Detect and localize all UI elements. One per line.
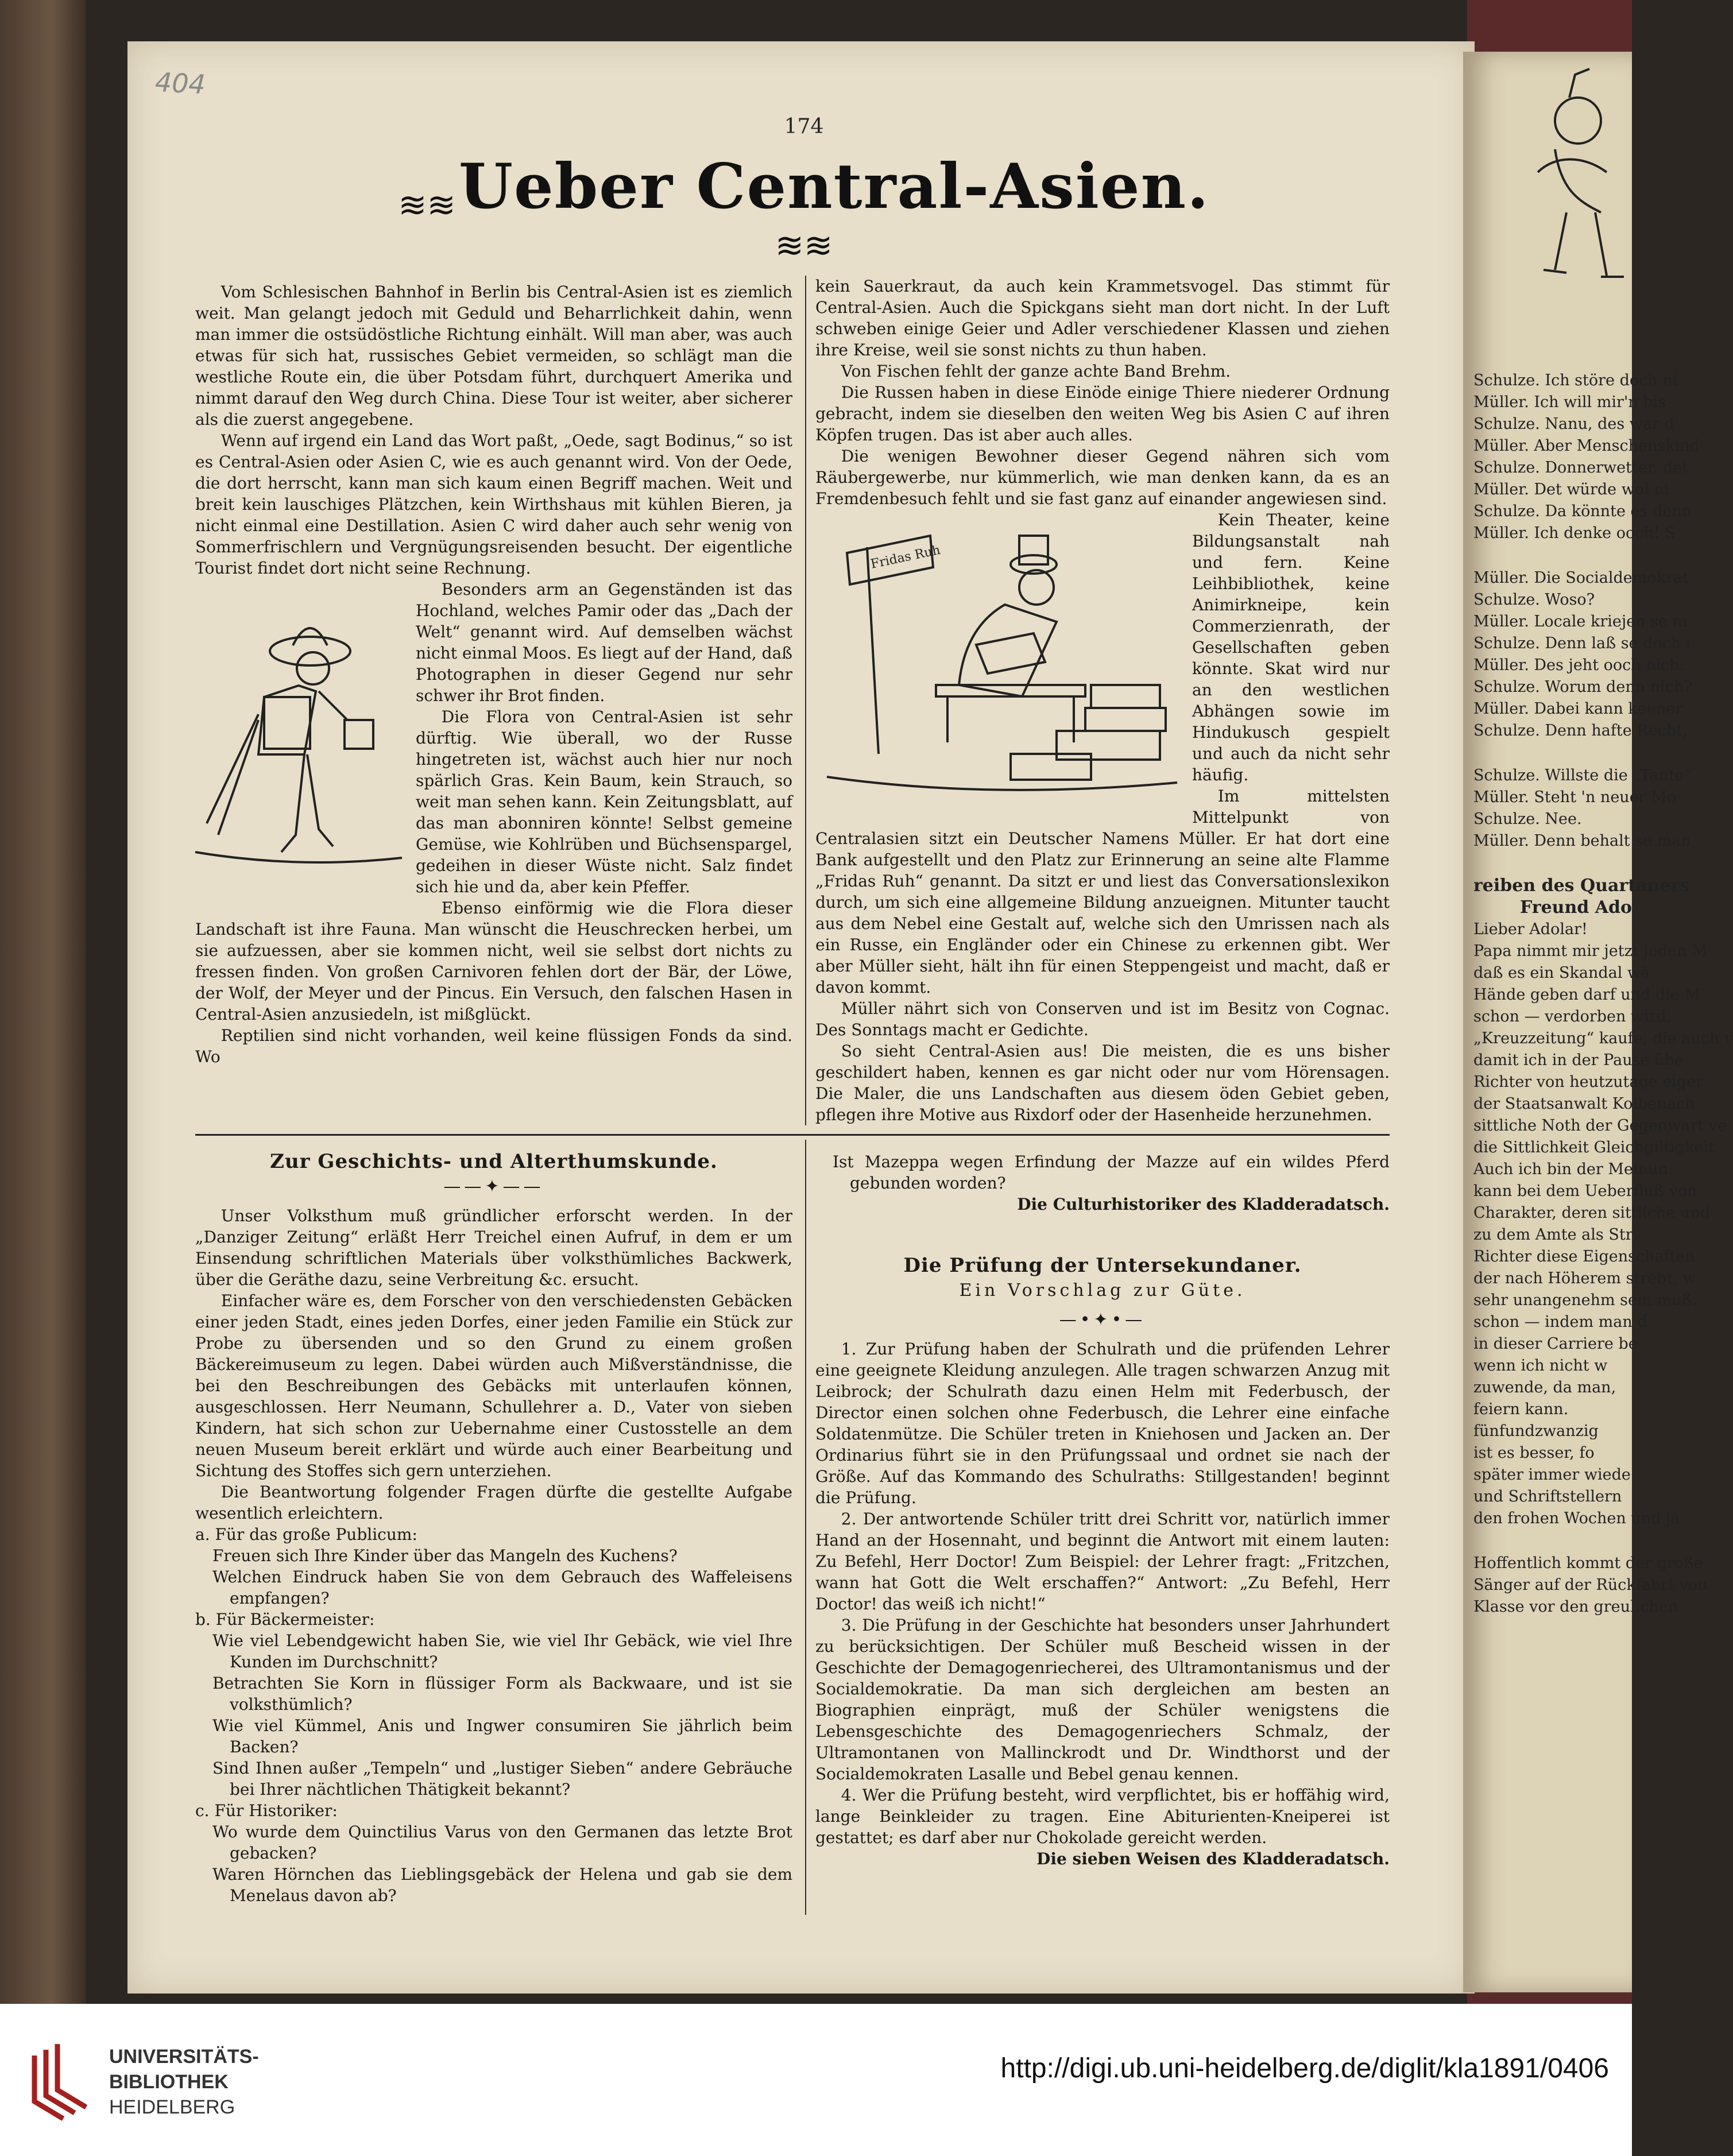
question-item: Sind Ihnen außer „Tempeln“ und „lustiger Sieben“ andere Gebräuche bei Ihrer nächtlichen Thätigkeit bekannt? xyxy=(212,1759,792,1799)
ornament-left-icon: ≋≋ xyxy=(398,185,456,226)
exam-item: 3. Die Prüfung in der Geschichte hat besonders unser Jahrhundert zu berücksichtigen. Der Schüler muß Bescheid wissen in der Geschichte der Demagogenriecherei, des Ultramontanismus und der Socialdemokratie. Da man sich dergleichen am besten an Biographien einprägt, muß der Schüler wenigstens die Lebensgeschichte des Demagogenriechers Schmalz, der Ultramontanen von Mallinckrodt und Dr. Windthorst und der Socialdemokraten Lasalle und Bebel genau kennen. xyxy=(815,1616,1390,1783)
right-page-fragment xyxy=(1463,52,1733,1992)
exam-item: 2. Der antwortende Schüler tritt drei Schritt vor, natürlich immer Hand an der Hosennaht, und beginnt die Antwort mit einem lauten: Zu Befehl, Herr Doctor! Zum Beispiel: der Lehrer fragt: „Fritzchen, wann hat Gott die Welt erschaffen?“ Antwort: „Zu Befehl, Herr Doctor! das weiß ich nicht!“ xyxy=(815,1509,1390,1613)
section-history-paragraph: Unser Volksthum muß gründlicher erforscht werden. In der „Danziger Zeitung“ erläßt Herr Treichel einen Aufruf, in dem er um Einsendung schriftlichen Materials über volksthümliches Backwerk, über die Geräthe dazu, seine Verbreitung &c. ersucht. xyxy=(195,1206,792,1289)
dialogue-block-b xyxy=(1463,567,1692,742)
article-paragraph: Wenn auf irgend ein Land das Wort paßt, „Oede, sagt Bodinus,“ so ist es Central-Asien oder Asien C, wie es auch genannt wird. Von der Oede, die dort herrscht, kann man sich kaum einen Begriff machen. Weit und breit kein lauschiges Plätzchen, kein Wirthshaus mit kühlen Bieren, ja nicht einmal eine Destillation. Asien C wird daher auch sehr wenig von Sommerfrischlern und Vergnügungsreisenden besucht. Der eigentliche Tourist findet dort nicht seine Rechnung. xyxy=(195,431,792,578)
dialogue-line: Müller. Dabei kann keener xyxy=(1473,700,1683,718)
question-item: Waren Hörnchen das Lieblingsgebäck der Helena und gab sie dem Menelaus davon ab? xyxy=(212,1865,792,1905)
dialogue-line: Schulze. Worum denn nich? xyxy=(1473,678,1692,696)
letter-line: wenn ich nicht w xyxy=(1473,1357,1608,1375)
article-paragraph: So sieht Central-Asien aus! Die meisten, die es uns bisher geschildert haben, kennen es gar nicht oder nur vom Hörensagen. Die Maler, die uns Landschaften aus diesem öden Gebiet geben, pflegen ihre Motive aus Rixdorf oder der Hasenheide herzunehmen. xyxy=(815,1042,1390,1124)
letter-block xyxy=(1463,875,1733,1530)
letter-line: Lieber Adolar! xyxy=(1473,920,1588,938)
exam-item: 1. Zur Prüfung haben der Schulrath und die prüfenden Lehrer eine geeignete Kleidung anzulegen. Alle tragen schwarzen Anzug mit Leibrock; der Schulrath dazu einen Helm mit Federbusch, der Director einen solchen ohne Federbusch, die Lehrer eine einfache Soldatenmütze. Die Schüler treten in Kniehosen und Jacken an. Der Ordinarius führt sie in den Prüfungssaal und ordnet sie nach der Größe. Auf das Kommando des Schulraths: Stillgestanden! beginnt die Prüfung. xyxy=(815,1340,1390,1507)
dialogue-line: Müller. Des jeht ooch nich. xyxy=(1473,656,1685,674)
article-paragraph: Im mittelsten Mittelpunkt von Centralasien sitzt ein Deutscher Namens Müller. Er hat dort eine Bank aufgestellt und den Platz zur Erinnerung an seine alte Flamme „Fridas Ruh“ genannt. Da sitzt er und liest das Conversationslexikon durch, um sich eine allgemeine Bildung anzueignen. Mitunter taucht aus dem Nebel eine Gestalt auf, welche sich den Umrissen nach als ein Russe, ein Engländer oder ein Chinese zu erkennen gibt. Wer aber Müller sieht, hält ihn für einen Steppengeist und macht, daß er davon kommt. xyxy=(815,787,1390,997)
exam-item: 4. Wer die Prüfung besteht, wird verpflichtet, bis er hoffähig wird, lange Beinkleider zu tragen. Eine Abiturienten-Kneiperei ist gestattet; es darf aber nur Chokolade gereicht werden. xyxy=(815,1786,1390,1847)
section-exam-ornament: —•✦•— xyxy=(1059,1310,1146,1330)
letter-line: ist es besser, fo xyxy=(1473,1444,1595,1462)
section-exam-column xyxy=(815,1151,1390,1869)
section-history-signature: Die Culturhistoriker des Kladderadatsch. xyxy=(1017,1195,1390,1214)
letter-line: später immer wiede xyxy=(1473,1466,1631,1484)
column-divider xyxy=(805,276,806,1125)
page-number: 174 xyxy=(784,115,824,138)
question-item: Betrachten Sie Korn in flüssiger Form als Backwaare, und ist sie volksthümlich? xyxy=(212,1674,792,1714)
letter-line: und Schriftstellern xyxy=(1473,1488,1622,1505)
article-column-1 xyxy=(195,281,792,1067)
question-item: Wo wurde dem Quinctilius Varus von den Germanen das letzte Brot gebacken? xyxy=(212,1822,792,1863)
section-history-title: Zur Geschichts- und Alterthumskunde. xyxy=(270,1150,718,1173)
letter-line: Richter diese Eigenschaften xyxy=(1473,1248,1695,1265)
wanderer-illustration xyxy=(195,582,408,904)
dialogue-line: Müller. Locale kriejen se ni xyxy=(1473,613,1688,630)
letter-line: Auch ich bin der Meinun xyxy=(1473,1160,1668,1178)
dialogue-line: Müller. Die Socialdemokrat xyxy=(1473,569,1689,587)
dialogue-line: Müller. Aber Menschenskind xyxy=(1473,437,1700,455)
letter-line: Papa nimmt mir jetzt jeden M xyxy=(1473,942,1708,960)
letter-line: schon — verdorben wird, xyxy=(1473,1008,1672,1025)
article-paragraph: Die Flora von Central-Asien ist sehr dürftig. Wie überall, wo der Russe hingetreten ist, wächst auch hier nur noch spärlich Gras. Kein Baum, kein Strauch, so weit man sehen kann. Kein Zeitungsblatt, auf das man abonniren könnte! Selbst gemeine Gemüse, wie Kohlrüben und Büchsenspargel, gedeihen in dieser Wüste nicht. Salz findet sich hie und da, aber kein Pfeffer. xyxy=(416,707,792,896)
mueller-reading-illustration xyxy=(815,513,1183,817)
section-exam-subtitle: Ein Vorschlag zur Güte. xyxy=(959,1280,1246,1300)
section-history-paragraph: Die Beantwortung folgender Fragen dürfte die gestellte Aufgabe wesentlich erleichtern. xyxy=(195,1483,792,1523)
section-history-column xyxy=(195,1151,792,1906)
page-title xyxy=(373,150,1235,266)
question-item: Freuen sich Ihre Kinder über das Mangeln des Kuchens? xyxy=(212,1546,678,1565)
letter-line: der Staatsanwalt Kolbenach xyxy=(1473,1095,1695,1113)
letter-line: damit ich in der Pause übe xyxy=(1473,1051,1684,1069)
section-exam-signature: Die sieben Weisen des Kladderadatsch. xyxy=(1036,1849,1390,1868)
closing-line: Sänger auf der Rückfahrt von xyxy=(1473,1576,1708,1594)
letter-line: kann bei dem Ueberfluß von xyxy=(1473,1182,1697,1200)
letter-line: zuwende, da man, xyxy=(1473,1379,1616,1396)
logo-line-3: HEIDELBERG xyxy=(109,2096,235,2118)
library-logo-text[interactable] xyxy=(109,2044,259,2120)
letter-line: fünfundzwanzig xyxy=(1473,1422,1599,1440)
letter-line: „Kreuzzeitung“ kaufe, die auch v xyxy=(1473,1029,1733,1047)
dialogue-line: Müller. Ich will mir'n bis xyxy=(1473,393,1666,411)
closing-line: Hoffentlich kommt der große xyxy=(1473,1554,1704,1572)
letter-line: feiern kann. xyxy=(1473,1400,1569,1418)
dialogue-line: Schulze. Nee. xyxy=(1473,810,1582,828)
letter-line: zu dem Amte als Str xyxy=(1473,1226,1633,1244)
library-logo-icon xyxy=(23,2044,92,2124)
title-text: Ueber Central-Asien. xyxy=(458,150,1210,223)
letter-line: daß es ein Skandal wä xyxy=(1473,964,1650,982)
question-item: Welchen Eindruck haben Sie von dem Gebrauch des Waffeleisens empfangen? xyxy=(212,1567,792,1608)
dialogue-line: Schulze. Ich störe doch ni xyxy=(1473,371,1678,389)
dialogue-line: Müller. Denn behalt se man xyxy=(1473,832,1691,850)
letter-line: in dieser Carriere be xyxy=(1473,1335,1638,1353)
article-paragraph: Vom Schlesischen Bahnhof in Berlin bis Central-Asien ist es ziemlich weit. Man gelangt jedoch mit Geduld und Beharrlichkeit dahin, wenn man immer die ostsüdöstliche Richtung einhält. Will man aber, was auch etwas für sich hat, russisches Gebiet vermeiden, so schlägt man die westliche Route ein, die über Potsdam führt, durchquert Amerika und nimmt darauf den Weg durch China. Diese Tour ist weiter, aber sicherer als die zuerst angegebene. xyxy=(195,282,792,429)
letter-line: der nach Höherem strebt, w xyxy=(1473,1269,1696,1287)
closing-block xyxy=(1463,1553,1708,1618)
letter-line: sehr unangenehm sein muß. xyxy=(1473,1291,1697,1309)
question-item: Wie viel Kümmel, Anis und Ingwer consumiren Sie jährlich beim Backen? xyxy=(212,1716,792,1756)
dialogue-line: Schulze. Woso? xyxy=(1473,591,1595,609)
letter-line: schon — indem man d xyxy=(1473,1313,1647,1331)
ornament-right-icon: ≋≋ xyxy=(775,225,833,266)
section-history-paragraph: Einfacher wäre es, dem Forscher von den verschiedensten Gebäcken einer jeden Stadt, eines jeden Dorfes, einer jeden Familie ein Stück zur Probe zu übersenden und so den Grund zu einem großen Bäckereimuseum zu legen. Dabei würden auch Mißverständnisse, die bei den Beschreibungen des Gebäcks mit unterlaufen können, ausgeschlossen. Herr Neumann, Schullehrer a. D., Vater von sieben Kindern, hat sich schon zur Uebernahme einer Custosstelle an dem neuen Museum bereit erklärt und würde auch einer Bearbeitung und Sichtung des Stoffes sich gern unterziehen. xyxy=(195,1291,792,1480)
article-paragraph: Müller nährt sich von Conserven und ist im Besitz von Cognac. Des Sonntags macht er Gedichte. xyxy=(815,999,1390,1039)
question-group-heading: b. Für Bäckermeister: xyxy=(195,1610,375,1629)
dialogue-line: Schulze. Denn hafte Recht, xyxy=(1473,722,1688,740)
article-paragraph: Die wenigen Bewohner dieser Gegend nähren sich vom Räubergewerbe, nur kümmerlich, wie man denken kann, da es an Fremdenbesuch fehlt und sie fast ganz auf einander angewiesen sind. xyxy=(815,447,1390,508)
dialogue-line: Schulze. Willste die „Tante“ xyxy=(1473,767,1692,784)
article-paragraph: Die Russen haben in diese Einöde einige Thiere niederer Ordnung gebracht, indem sie dieselben den weiten Weg bis Asien C auf ihren Köpfen trugen. Das ist aber auch alles. xyxy=(815,383,1390,444)
letter-line: Charakter, deren sittliche und xyxy=(1473,1204,1711,1222)
closing-line: Klasse vor den greulichen xyxy=(1473,1598,1678,1616)
letter-line: Richter von heutzutage eiger xyxy=(1473,1073,1704,1091)
dialogue-line: Schulze. Da könnte es denn xyxy=(1473,502,1692,520)
dialogue-line: Müller. Det würde wol ni xyxy=(1473,481,1669,498)
logo-line-1: UNIVERSITÄTS- xyxy=(109,2046,259,2068)
section-divider xyxy=(195,1134,1390,1136)
letter-line: den frohen Wochen und ja xyxy=(1473,1509,1680,1527)
logo-line-2: BIBLIOTHEK xyxy=(109,2071,229,2093)
question-item: Wie viel Lebendgewicht haben Sie, wie viel Ihr Gebäck, wie viel Ihre Kunden im Durchschnitt? xyxy=(212,1631,792,1671)
dialogue-block-c xyxy=(1463,765,1692,852)
dialogue-line: Schulze. Nanu, des war d xyxy=(1473,415,1674,433)
column-divider-lower xyxy=(805,1140,806,1915)
article-paragraph: Von Fischen fehlt der ganze achte Band Brehm. xyxy=(841,362,1231,381)
article-paragraph: kein Sauerkraut, da auch kein Krammetsvogel. Das stimmt für Central-Asien. Auch die Spickgans sieht man dort nicht. In der Luft schweben einige Geier und Adler verschiedener Klassen und ziehen ihre Kreise, weil sie sonst nichts zu thun haben. xyxy=(815,277,1390,359)
article-paragraph: Kein Theater, keine Bildungsanstalt nah und fern. Keine Leihbibliothek, keine Animirkneipe, kein Commerzienrath, der Gesellschaften geben könnte. Skat wird nur an den westlichen Abhängen sowie im Hindukusch gespielt und auch da nicht sehr häufig. xyxy=(1192,510,1390,784)
article-column-2 xyxy=(815,276,1390,1125)
sign-text: Fridas Ruh xyxy=(869,543,942,572)
letter-line: Hände geben darf und die M xyxy=(1473,986,1701,1004)
article-paragraph: Reptilien sind nicht vorhanden, weil keine flüssigen Fonds da sind. Wo xyxy=(195,1026,792,1066)
section-exam-title: Die Prüfung der Untersekundaner. xyxy=(903,1254,1302,1277)
dialogue-line: Müller. Ich denke ooch! S xyxy=(1473,524,1676,542)
letter-line: die Sittlichkeit Gleichgiltigkeit xyxy=(1473,1139,1715,1156)
dialogue-line: Schulze. Donnerwetter, det xyxy=(1473,459,1688,477)
dialogue-line: Müller. Steht 'n neuer Mo xyxy=(1473,788,1677,806)
letter-line: sittliche Noth der Gegenwart ve xyxy=(1473,1117,1727,1135)
article-paragraph: Besonders arm an Gegenständen ist das Hochland, welches Pamir oder das „Dach der Welt“ genannt wird. Auf demselben wächst nicht einmal Moos. Es liegt auf der Hand, daß Photographen in dieser Gegend nur sehr schwer ihr Brot finden. xyxy=(416,580,792,705)
cartoon-figure-illustration xyxy=(1469,52,1630,293)
article-paragraph: Ebenso einförmig wie die Flora dieser Landschaft ist ihre Fauna. Man wünscht die Heuschrecken herbei, um sie aufzuessen, aber sie kommen nicht, weil sie selbst dort nichts zu fressen finden. Von großen Carnivoren fehlen dort der Bär, der Löwe, der Wolf, der Meyer und der Pincus. Ein Versuch, den falschen Hasen in Central-Asien anzusiedeln, ist mißglückt. xyxy=(195,899,792,1024)
question-item-continued: Ist Mazeppa wegen Erfindung der Mazze auf ein wildes Pferd gebunden worden? xyxy=(833,1152,1390,1193)
question-group-heading: c. Für Historiker: xyxy=(195,1801,338,1820)
letter-title-1: reiben des Quartaners xyxy=(1473,876,1690,896)
handwritten-page-mark: 404 xyxy=(154,66,207,100)
letter-title-2: Freund Ado xyxy=(1520,897,1632,918)
question-group-heading: a. Für das große Publicum: xyxy=(195,1525,417,1544)
dialogue-block-a xyxy=(1463,370,1700,544)
dialogue-line: Schulze. Denn laß se doch i xyxy=(1473,634,1691,652)
book-cover-left xyxy=(0,0,86,2004)
permalink-url[interactable]: http://digi.ub.uni-heidelberg.de/diglit/kla1891/0406 xyxy=(1000,2053,1609,2084)
section-history-ornament: ——✦—— xyxy=(443,1176,544,1197)
